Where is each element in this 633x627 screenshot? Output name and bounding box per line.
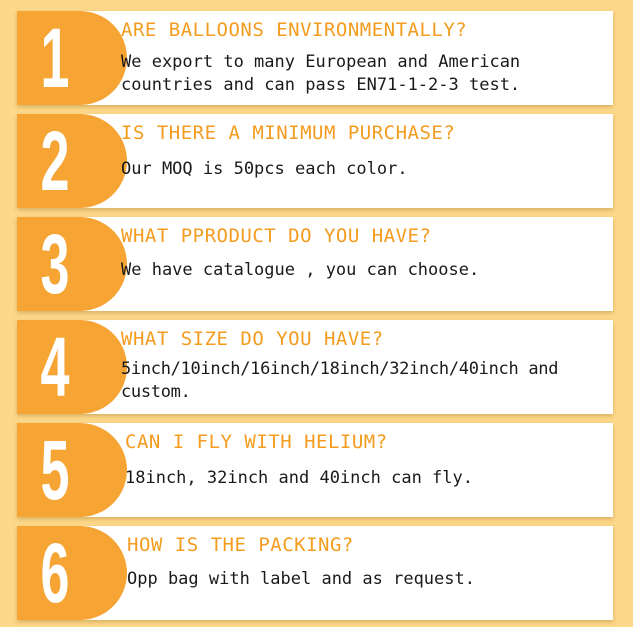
item-number: 1 xyxy=(40,11,70,105)
faq-item-5 xyxy=(17,423,613,517)
item-number: 5 xyxy=(40,423,70,517)
question-text: WHAT PPRODUCT DO YOU HAVE? xyxy=(121,225,432,247)
answer-text: 18inch, 32inch and 40inch can fly. xyxy=(125,468,473,488)
answer-text: We export to many European and American countries and can pass EN71-1-2-3 test. xyxy=(121,52,521,95)
number-badge xyxy=(17,114,127,208)
number-badge xyxy=(17,11,127,105)
question-text: HOW IS THE PACKING? xyxy=(127,534,354,556)
faq-item-1 xyxy=(17,11,613,105)
answer-text: We have catalogue , you can choose. xyxy=(121,260,480,280)
number-badge xyxy=(17,423,127,517)
answer-text: Opp bag with label and as request. xyxy=(127,569,475,589)
faq-item-3 xyxy=(17,217,613,311)
question-text: WHAT SIZE DO YOU HAVE? xyxy=(121,328,384,350)
item-number: 2 xyxy=(40,114,70,208)
item-number: 6 xyxy=(40,526,70,620)
question-text: ARE BALLOONS ENVIRONMENTALLY? xyxy=(121,19,468,41)
number-badge xyxy=(17,320,127,414)
question-text: IS THERE A MINIMUM PURCHASE? xyxy=(121,122,456,144)
number-badge xyxy=(17,526,127,620)
answer-text: 5inch/10inch/16inch/18inch/32inch/40inch and custom. xyxy=(121,359,559,402)
question-text: CAN I FLY WITH HELIUM? xyxy=(125,431,388,453)
item-number: 4 xyxy=(40,320,70,414)
faq-item-6 xyxy=(17,526,613,620)
item-number: 3 xyxy=(40,217,70,311)
number-badge xyxy=(17,217,127,311)
answer-text: Our MOQ is 50pcs each color. xyxy=(121,159,408,179)
faq-item-4 xyxy=(17,320,613,414)
faq-item-2 xyxy=(17,114,613,208)
